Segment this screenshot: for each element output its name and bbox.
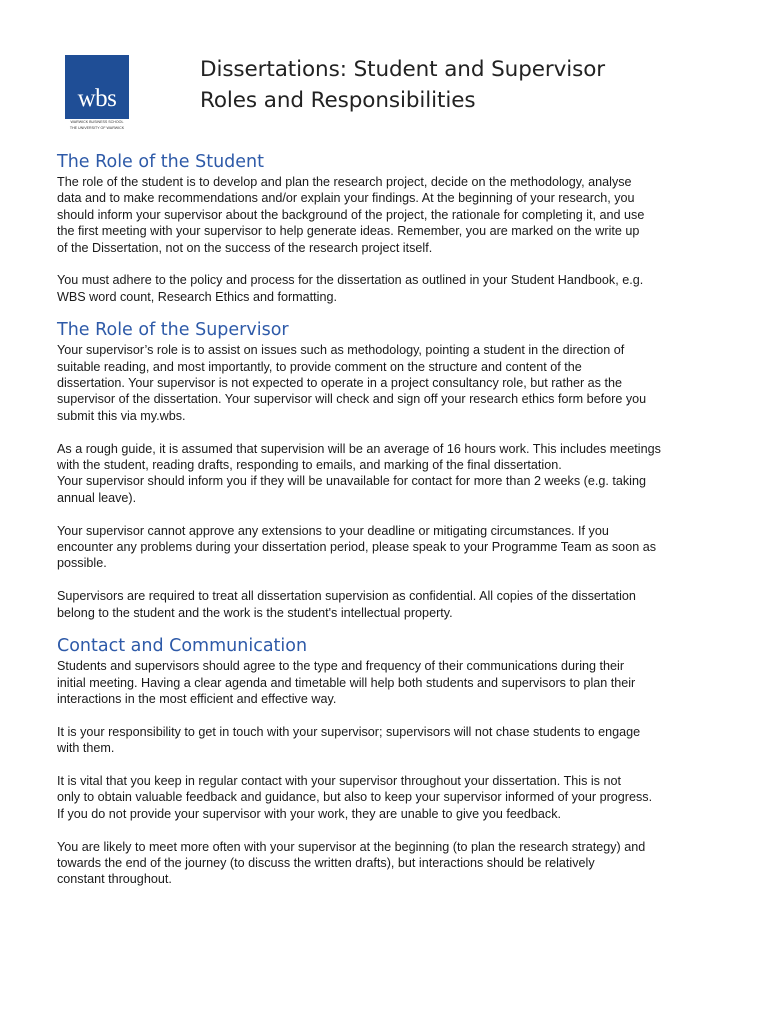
text-line: You must adhere to the policy and process for the dissertation as outlined in your Student Handbook, e.g. (57, 273, 644, 288)
text-line: belong to the student and the work is the student's intellectual property. (57, 605, 453, 620)
text-line: Your supervisor’s role is to assist on issues such as methodology, pointing a student in the direction of (57, 343, 625, 358)
paragraph (57, 523, 707, 572)
text-line: possible. (57, 556, 107, 571)
text-line: should inform your supervisor about the background of the project, the rationale for completing it, and use (57, 207, 645, 222)
text-line: of the Dissertation, not on the success of the research project itself. (57, 240, 433, 255)
text-line: WBS word count, Research Ethics and formatting. (57, 289, 337, 304)
text-line: with the student, reading drafts, responding to emails, and marking of the final dissertation. (57, 458, 562, 473)
text-line: annual leave). (57, 490, 137, 505)
paragraph (57, 272, 707, 305)
title-line-2: Roles and Responsibilities (200, 88, 476, 113)
text-line: with them. (57, 741, 115, 756)
paragraph (57, 588, 707, 621)
text-line: dissertation. Your supervisor is not expected to operate in a project consultancy role, but rather as the (57, 376, 622, 391)
text-line: towards the end of the journey (to discuss the written drafts), but interactions should be relatively (57, 855, 595, 870)
text-line: only to obtain valuable feedback and guidance, but also to keep your supervisor informed of your progress. (57, 790, 653, 805)
text-line: initial meeting. Having a clear agenda and timetable will help both students and supervisors to plan their (57, 675, 636, 690)
paragraph (57, 342, 707, 424)
text-line: encounter any problems during your dissertation period, please speak to your Programme Team as soon as (57, 540, 656, 555)
text-line: It is your responsibility to get in touch with your supervisor; supervisors will not chase students to engage (57, 724, 641, 739)
text-line: Your supervisor should inform you if they will be unavailable for contact for more than 2 weeks (e.g. taking (57, 474, 646, 489)
paragraph (57, 174, 707, 256)
heading-role-of-supervisor: The Role of the Supervisor (57, 320, 289, 341)
text-line: interactions in the most efficient and effective way. (57, 691, 337, 706)
heading-contact-and-communication: Contact and Communication (57, 636, 308, 657)
text-line: The role of the student is to develop and plan the research project, decide on the methodology, analyse (57, 175, 632, 189)
text-line: data and to make recommendations and/or explain your findings. At the beginning of your research, you (57, 191, 635, 206)
paragraph (57, 839, 707, 888)
text-line: submit this via my.wbs. (57, 408, 186, 423)
document-title (200, 54, 720, 116)
logo-box (65, 55, 129, 119)
paragraph (57, 441, 707, 507)
text-line: Supervisors are required to treat all dissertation supervision as confidential. All copies of the dissertation (57, 589, 636, 604)
text-line: the first meeting with your supervisor to help generate ideas. Remember, you are marked on the write up (57, 224, 640, 239)
text-line: supervisor of the dissertation. Your supervisor will check and sign off your research ethics form before you (57, 392, 647, 407)
paragraph (57, 658, 707, 707)
wbs-logo (65, 55, 129, 129)
paragraph (57, 773, 707, 822)
logo-subtitle-2: THE UNIVERSITY OF WARWICK (69, 125, 125, 130)
logo-text: wbs (77, 85, 117, 112)
paragraph (57, 724, 707, 757)
document-body (57, 150, 707, 888)
text-line: suitable reading, and most importantly, to provide comment on the structure and content of the (57, 359, 582, 374)
heading-role-of-student: The Role of the Student (57, 152, 264, 172)
text-line: You are likely to meet more often with your supervisor at the beginning (to plan the research strategy) and (57, 839, 646, 854)
text-line: Your supervisor cannot approve any extensions to your deadline or mitigating circumstances. If you (57, 523, 609, 538)
text-line: Students and supervisors should agree to the type and frequency of their communications during their (57, 659, 625, 674)
text-line: If you do not provide your supervisor with your work, they are unable to give you feedback. (57, 806, 562, 821)
text-line: constant throughout. (57, 872, 172, 887)
logo-subtitle-1: WARWICK BUSINESS SCHOOL (70, 120, 124, 124)
text-line: As a rough guide, it is assumed that supervision will be an average of 16 hours work. This includes meetings (57, 441, 661, 456)
title-line-1: Dissertations: Student and Supervisor (200, 57, 605, 82)
text-line: It is vital that you keep in regular contact with your supervisor throughout your dissertation. This is not (57, 773, 621, 788)
